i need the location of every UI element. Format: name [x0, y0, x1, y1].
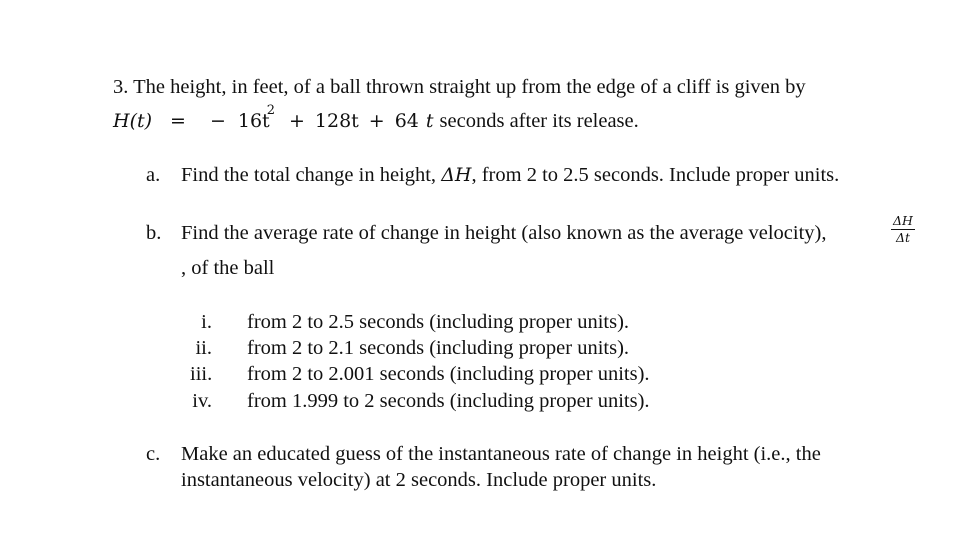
part-a-label: a. [146, 164, 161, 186]
subitem-label: ii. [195, 337, 212, 359]
subitem-text: from 2 to 2.5 seconds (including proper units). [247, 311, 630, 333]
subitem-text: from 1.999 to 2 seconds (including proper units). [247, 390, 650, 412]
part-a-text [181, 163, 839, 187]
part-c-label: c. [146, 443, 161, 465]
part-a-text-after: , from 2 to 2.5 seconds. Include proper units. [471, 164, 840, 186]
fraction-numerator: ΔH [893, 213, 913, 228]
time-variable: t [425, 110, 434, 132]
delta-h-over-delta-t-fraction [891, 214, 915, 245]
quadratic-term [237, 103, 275, 132]
part-c-line-2: instantaneous velocity) at 2 seconds. Include proper units. [181, 469, 657, 491]
function-tail-text: seconds after its release. [439, 110, 639, 132]
constant-term: 64 [394, 110, 419, 132]
function-name: H(t) [113, 110, 153, 132]
quadratic-coefficient: 16t [237, 110, 270, 132]
minus-sign: − [209, 110, 226, 132]
part-b-continuation: , of the ball [181, 257, 275, 279]
subitem-label: iii. [190, 363, 213, 385]
subitem-label: iv. [192, 390, 212, 412]
problem-intro-text: The height, in feet, of a ball thrown straight up from the edge of a cliff is given by [133, 76, 806, 98]
exponent: 2 [266, 103, 275, 118]
problem-number: 3. [113, 76, 129, 98]
delta-h-symbol: ΔH [441, 164, 472, 186]
linear-term: 128t [314, 110, 359, 132]
height-function-line [113, 103, 639, 136]
part-a-text-before: Find the total change in height, [181, 164, 437, 186]
plus-sign-2: + [368, 110, 385, 132]
part-b-label: b. [146, 222, 162, 244]
part-b-text: Find the average rate of change in height (also known as the average velocity), [181, 222, 827, 244]
subitem-text: from 2 to 2.001 seconds (including proper units). [247, 363, 650, 385]
fraction-denominator: Δt [895, 230, 910, 245]
equals-sign: = [170, 110, 186, 132]
subitem-label: i. [201, 311, 212, 333]
plus-sign-1: + [288, 110, 305, 132]
problem-intro-line [113, 75, 806, 99]
subitem-text: from 2 to 2.1 seconds (including proper units). [247, 337, 630, 359]
part-c-line-1: Make an educated guess of the instantaneous rate of change in height (i.e., the [181, 443, 821, 465]
